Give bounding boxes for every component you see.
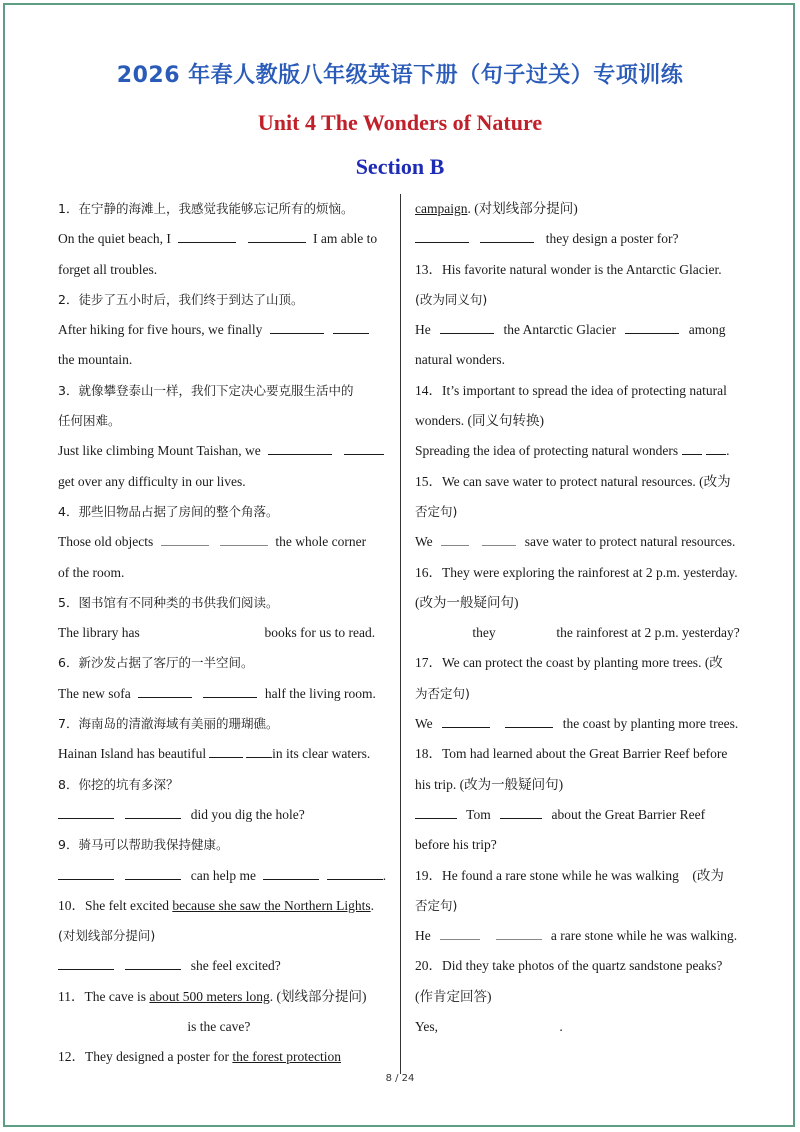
q3-chinese: 3．就像攀登泰山一样，我们下定决心要克服生活中的	[58, 382, 354, 398]
q2-chinese: 2．徒步了五小时后，我们终于到达了山顶。	[58, 291, 304, 307]
q6-blank-2[interactable]	[203, 683, 257, 698]
q20-note: (作肯定回答)	[415, 988, 492, 1004]
q15-note: 否定句)	[415, 503, 458, 519]
q10-blank-1[interactable]	[58, 955, 114, 970]
q19-he: He	[415, 928, 431, 944]
q14-text: Spreading the idea of protecting natural wonders	[415, 443, 679, 459]
section-title: Section B	[355, 154, 445, 179]
q6-text-2: half the living room.	[264, 685, 376, 701]
q14-blank-1[interactable]	[682, 440, 702, 455]
q10-text-2: she feel excited?	[190, 958, 281, 974]
unit-title: Unit 4 The Wonders of Nature	[257, 110, 543, 135]
q15-we: We	[415, 534, 433, 550]
q4-english-cont: of the room.	[58, 564, 125, 580]
q1-text-2: I am able to	[312, 231, 378, 247]
q3-english-cont: get over any difficulty in our lives.	[58, 473, 246, 489]
q8-blank-1[interactable]	[58, 804, 114, 819]
q10-blank-2[interactable]	[125, 955, 181, 970]
q17-blank-2[interactable]	[505, 713, 553, 728]
q13-answer	[415, 315, 755, 345]
q1-english-cont: forget all troubles.	[58, 261, 158, 277]
q1-blank-2[interactable]	[248, 228, 306, 243]
q20-english: 20．Did they take photos of the quartz sandstone peaks?	[415, 958, 723, 974]
q3-chinese-cont: 任何困难。	[58, 413, 121, 429]
q4-text-2: the whole corner	[275, 534, 367, 550]
q19-blank-2[interactable]	[496, 925, 542, 940]
q3-blank-1[interactable]	[268, 440, 332, 455]
q14-answer: Spreading the idea of protecting natural wonders .	[415, 436, 755, 466]
q8-blank-2[interactable]	[125, 804, 181, 819]
right-column	[415, 194, 755, 1042]
q20-end: .	[559, 1019, 563, 1035]
q9-blank-2[interactable]	[125, 865, 181, 880]
q12-end: . (对划线部分提问)	[467, 201, 578, 216]
q13-among: among	[688, 322, 726, 338]
q12-text-2: they design a poster for?	[545, 231, 679, 247]
q16-answer	[415, 618, 755, 648]
q17-answer	[415, 709, 755, 739]
q18-blank-2[interactable]	[500, 804, 542, 819]
q9-blank-4[interactable]	[327, 865, 383, 880]
q16-english: 16．They were exploring the rainforest at 2 p.m. yesterday.	[415, 564, 738, 580]
column-divider	[400, 194, 401, 1074]
q11-answer	[58, 1012, 388, 1042]
q7-blank-2[interactable]	[246, 743, 272, 758]
q10-end: .	[370, 897, 375, 913]
q2-blank-2[interactable]	[333, 319, 369, 334]
q3-text: Just like climbing Mount Taishan, we	[58, 443, 261, 459]
q17-text: the coast by planting more trees.	[562, 716, 739, 732]
q12-blank-1[interactable]	[415, 228, 469, 243]
q3-english	[58, 436, 388, 466]
q19-note: 否定句)	[415, 897, 458, 913]
q13-answer-cont: natural wonders.	[415, 352, 505, 368]
q13-note: (改为同义句)	[415, 291, 488, 307]
q6-text: The new sofa	[58, 685, 131, 701]
q19-blank-1[interactable]	[440, 925, 480, 940]
q8-text: did you dig the hole?	[190, 806, 305, 822]
q10-underlined: because she saw the Northern Lights	[172, 897, 371, 913]
page-title: 2026 年春人教版八年级英语下册（句子过关）专项训练	[116, 63, 684, 88]
q12-underlined-cont: campaign	[415, 201, 468, 216]
q12-english	[58, 1042, 388, 1072]
q1-english	[58, 224, 388, 254]
q1-chinese: 1．在宁静的海滩上，我感觉我能够忘记所有的烦恼。	[58, 201, 354, 216]
q2-english	[58, 315, 388, 345]
q14-blank-2[interactable]	[706, 440, 726, 455]
q7-english	[58, 739, 388, 769]
q11-text-2: is the cave?	[187, 1019, 251, 1035]
q12-answer	[415, 224, 755, 254]
q9-english: can help me .	[58, 861, 388, 891]
q10-answer	[58, 951, 388, 981]
q7-text: Hainan Island has beautiful	[58, 746, 207, 762]
q18-blank-1[interactable]	[415, 804, 457, 819]
q2-text: After hiking for five hours, we finally	[58, 322, 263, 338]
q14-note: wonders. (同义句转换)	[415, 413, 544, 429]
q4-blank-1[interactable]	[161, 531, 209, 546]
left-column	[58, 194, 388, 1073]
q3-blank-2[interactable]	[344, 440, 384, 455]
q6-blank-1[interactable]	[138, 683, 192, 698]
q15-blank-2[interactable]	[482, 531, 516, 546]
q11-text: 11．The cave is	[58, 988, 150, 1004]
q7-text-2: in its clear waters.	[272, 746, 371, 762]
q14-english: 14．It’s important to spread the idea of protecting natural	[415, 382, 727, 398]
q15-answer	[415, 527, 755, 557]
q11-end: . (划线部分提问)	[269, 988, 367, 1004]
q17-we: We	[415, 716, 433, 732]
q4-text: Those old objects	[58, 534, 154, 550]
q19-text: a rare stone while he was walking.	[550, 928, 738, 944]
q18-answer	[415, 800, 755, 830]
q13-blank-1[interactable]	[440, 319, 494, 334]
q17-blank-1[interactable]	[442, 713, 490, 728]
q15-english: 15．We can save water to protect natural resources. (改为	[415, 473, 731, 489]
q15-text: save water to protect natural resources.	[524, 534, 736, 550]
q16-they: they	[472, 625, 496, 641]
q11-english	[58, 982, 388, 1012]
q17-note: 为否定句)	[415, 685, 470, 701]
q8-chinese: 8．你挖的坑有多深？	[58, 776, 179, 792]
q9-blank-3[interactable]	[263, 865, 319, 880]
q13-english: 13．His favorite natural wonder is the Antarctic Glacier.	[415, 261, 722, 277]
q12-english-cont	[415, 194, 755, 224]
q9-chinese: 9．骑马可以帮助我保持健康。	[58, 837, 229, 853]
q6-chinese: 6．新沙发占据了客厅的一半空间。	[58, 655, 254, 671]
q13-blank-2[interactable]	[625, 319, 679, 334]
q4-blank-2[interactable]	[220, 531, 268, 546]
q19-english: 19．He found a rare stone while he was walking (改为	[415, 867, 724, 883]
q4-chinese: 4．那些旧物品占据了房间的整个角落。	[58, 503, 279, 519]
q2-blank-1[interactable]	[270, 319, 324, 334]
q16-note: (改为一般疑问句)	[415, 594, 519, 610]
q18-note: his trip. (改为一般疑问句)	[415, 776, 564, 792]
q18-answer-cont: before his trip?	[415, 837, 497, 853]
q18-text: about the Great Barrier Reef	[551, 806, 706, 822]
q12-text: 12．They designed a poster for	[58, 1049, 233, 1065]
q15-blank-1[interactable]	[441, 531, 469, 546]
q1-blank-1[interactable]	[178, 228, 236, 243]
q2-english-cont: the mountain.	[58, 352, 133, 368]
q18-tom: Tom	[466, 806, 491, 822]
q5-chinese: 5．图书馆有不同种类的书供我们阅读。	[58, 594, 279, 610]
q20-answer	[415, 1012, 755, 1042]
q6-english	[58, 679, 388, 709]
q1-text: On the quiet beach, I	[58, 231, 171, 247]
q17-english: 17．We can protect the coast by planting more trees. (改	[415, 655, 723, 671]
q4-english	[58, 527, 388, 557]
q12-blank-2[interactable]	[480, 228, 534, 243]
q10-note: (对划线部分提问)	[58, 928, 156, 944]
q9-blank-1[interactable]	[58, 865, 114, 880]
q16-text: the rainforest at 2 p.m. yesterday?	[556, 625, 740, 641]
q7-chinese: 7．海南岛的清澈海域有美丽的珊瑚礁。	[58, 716, 279, 732]
q20-yes: Yes,	[415, 1019, 439, 1035]
q9-text: can help me	[190, 867, 256, 883]
page-number: 8 / 24	[385, 1073, 415, 1084]
q5-text: The library has	[58, 625, 140, 641]
q5-text-2: books for us to read.	[264, 625, 376, 641]
q12-underlined: the forest protection	[232, 1049, 342, 1065]
q5-english	[58, 618, 388, 648]
q10-text: 10．She felt excited	[58, 897, 173, 913]
q18-english: 18．Tom had learned about the Great Barrier Reef before	[415, 746, 728, 762]
q19-answer	[415, 921, 755, 951]
q13-text: the Antarctic Glacier	[503, 322, 616, 338]
q10-english	[58, 891, 388, 921]
q11-underlined: about 500 meters long	[149, 988, 270, 1004]
q7-blank-1[interactable]	[209, 743, 243, 758]
q13-he: He	[415, 322, 431, 338]
q8-english	[58, 800, 388, 830]
